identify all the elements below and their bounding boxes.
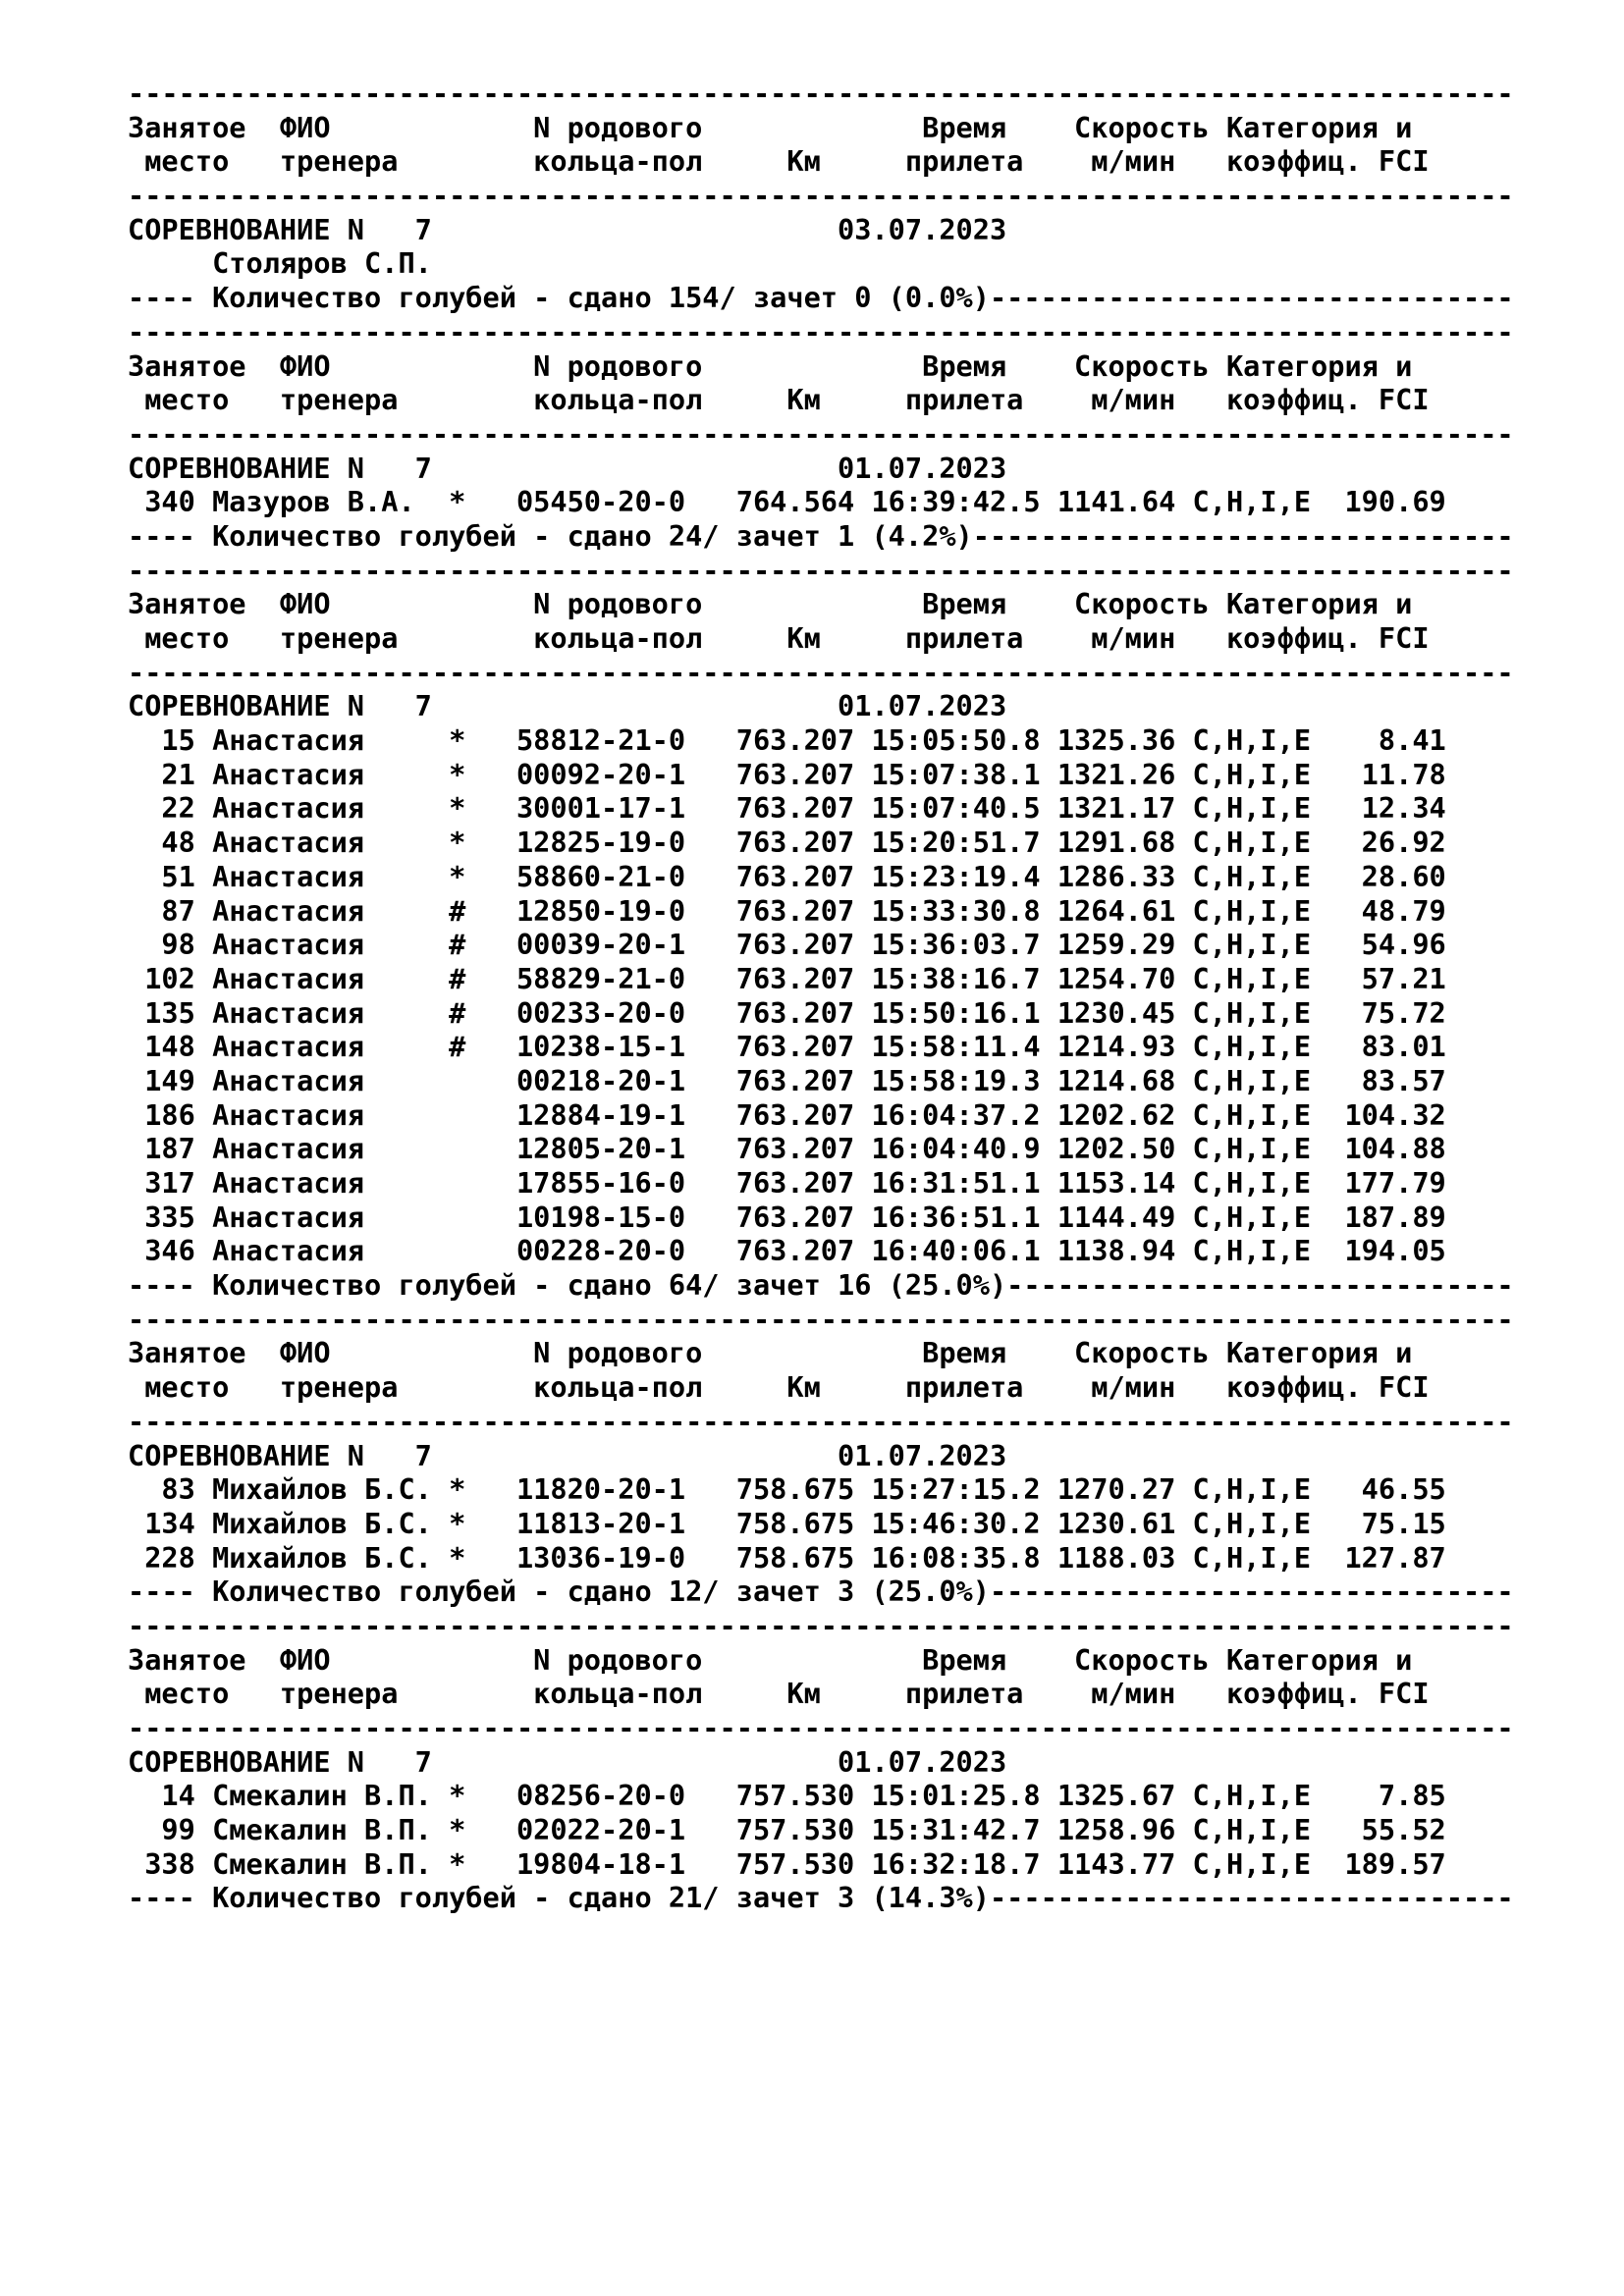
section-summary: ---- Количество голубей - сдано 154/ зачет 0 (0.0%)------------------------------- (128, 281, 1514, 315)
result-row: 83 Михайлов Б.С. * 11820-20-1 758.675 15:27:15.2 1270.27 C,H,I,E 46.55 (128, 1472, 1446, 1507)
column-header-line: место тренера кольца-пол Км прилета м/мин коэффиц. FCI (128, 144, 1430, 179)
result-row: 134 Михайлов Б.С. * 11813-20-1 758.675 15:46:30.2 1230.61 C,H,I,E 75.15 (128, 1506, 1446, 1540)
separator: ---------------------------------------------------------------------------------- (128, 553, 1514, 587)
result-row: 14 Смекалин В.П. * 08256-20-0 757.530 15:01:25.8 1325.67 C,H,I,E 7.85 (128, 1779, 1446, 1813)
result-row: 335 Анастасия 10198-15-0 763.207 16:36:51.1 1144.49 C,H,I,E 187.89 (128, 1200, 1446, 1234)
separator: ---------------------------------------------------------------------------------- (128, 1404, 1514, 1438)
separator: ---------------------------------------------------------------------------------- (128, 77, 1514, 110)
result-row: 317 Анастасия 17855-16-0 763.207 16:31:51.1 1153.14 C,H,I,E 177.79 (128, 1166, 1446, 1200)
result-row: 21 Анастасия * 00092-20-1 763.207 15:07:38.1 1321.26 C,H,I,E 11.78 (128, 757, 1446, 791)
result-row: 99 Смекалин В.П. * 02022-20-1 757.530 15:31:42.7 1258.96 C,H,I,E 55.52 (128, 1813, 1446, 1847)
column-header-line: место тренера кольца-пол Км прилета м/мин коэффиц. FCI (128, 383, 1430, 417)
section-summary: ---- Количество голубей - сдано 21/ зачет 3 (14.3%)------------------------------- (128, 1881, 1514, 1915)
competition-title: СОРЕВНОВАНИЕ N 7 01.07.2023 (128, 689, 1007, 723)
column-header-line: Занятое ФИО N родового Время Скорость Категория и (128, 1336, 1413, 1370)
result-row: 15 Анастасия * 58812-21-0 763.207 15:05:50.8 1325.36 C,H,I,E 8.41 (128, 723, 1446, 758)
result-row: 187 Анастасия 12805-20-1 763.207 16:04:40.9 1202.50 C,H,I,E 104.88 (128, 1132, 1446, 1166)
section-summary: ---- Количество голубей - сдано 24/ зачет 1 (4.2%)-------------------------------- (128, 518, 1514, 553)
result-row: 346 Анастасия 00228-20-0 763.207 16:40:06.1 1138.94 C,H,I,E 194.05 (128, 1234, 1446, 1268)
result-row: 340 Мазуров В.А. * 05450-20-0 764.564 16:39:42.5 1141.64 C,H,I,E 190.69 (128, 485, 1446, 519)
column-header-line: место тренера кольца-пол Км прилета м/мин коэффиц. FCI (128, 621, 1430, 655)
result-row: 228 Михайлов Б.С. * 13036-19-0 758.675 16:08:35.8 1188.03 C,H,I,E 127.87 (128, 1540, 1446, 1575)
separator: ---------------------------------------------------------------------------------- (128, 314, 1514, 348)
result-row: 186 Анастасия 12884-19-1 763.207 16:04:37.2 1202.62 C,H,I,E 104.32 (128, 1097, 1446, 1132)
column-header-line: место тренера кольца-пол Км прилета м/мин коэффиц. FCI (128, 1370, 1430, 1405)
result-row: 102 Анастасия # 58829-21-0 763.207 15:38:16.7 1254.70 C,H,I,E 57.21 (128, 961, 1446, 995)
result-row: 135 Анастасия # 00233-20-0 763.207 15:50:16.1 1230.45 C,H,I,E 75.72 (128, 995, 1446, 1030)
section-summary: ---- Количество голубей - сдано 12/ зачет 3 (25.0%)------------------------------- (128, 1575, 1514, 1609)
competition-title: СОРЕВНОВАНИЕ N 7 01.07.2023 (128, 1438, 1007, 1472)
results-report (128, 77, 1600, 1915)
owner-name: Столяров С.П. (128, 246, 432, 281)
separator: ---------------------------------------------------------------------------------- (128, 1711, 1514, 1744)
column-header-line: Занятое ФИО N родового Время Скорость Категория и (128, 348, 1413, 383)
separator: ---------------------------------------------------------------------------------- (128, 179, 1514, 213)
result-row: 48 Анастасия * 12825-19-0 763.207 15:20:51.7 1291.68 C,H,I,E 26.92 (128, 826, 1446, 860)
separator: ---------------------------------------------------------------------------------- (128, 416, 1514, 451)
result-row: 338 Смекалин В.П. * 19804-18-1 757.530 16:32:18.7 1143.77 C,H,I,E 189.57 (128, 1846, 1446, 1881)
column-header-line: Занятое ФИО N родового Время Скорость Категория и (128, 587, 1413, 621)
section-summary: ---- Количество голубей - сдано 64/ зачет 16 (25.0%)------------------------------ (128, 1268, 1514, 1303)
column-header-line: Занятое ФИО N родового Время Скорость Категория и (128, 1642, 1413, 1677)
competition-title: СОРЕВНОВАНИЕ N 7 01.07.2023 (128, 1744, 1007, 1779)
competition-title: СОРЕВНОВАНИЕ N 7 01.07.2023 (128, 451, 1007, 485)
result-row: 149 Анастасия 00218-20-1 763.207 15:58:19.3 1214.68 C,H,I,E 83.57 (128, 1063, 1446, 1097)
separator: ---------------------------------------------------------------------------------- (128, 655, 1514, 689)
separator: ---------------------------------------------------------------------------------- (128, 1302, 1514, 1336)
separator: ---------------------------------------------------------------------------------- (128, 1608, 1514, 1642)
column-header-line: Занятое ФИО N родового Время Скорость Категория и (128, 110, 1413, 144)
column-header-line: место тренера кольца-пол Км прилета м/мин коэффиц. FCI (128, 1677, 1430, 1711)
competition-title: СОРЕВНОВАНИЕ N 7 03.07.2023 (128, 212, 1007, 246)
result-row: 148 Анастасия # 10238-15-1 763.207 15:58:11.4 1214.93 C,H,I,E 83.01 (128, 1030, 1446, 1064)
result-row: 22 Анастасия * 30001-17-1 763.207 15:07:40.5 1321.17 C,H,I,E 12.34 (128, 791, 1446, 826)
result-row: 51 Анастасия * 58860-21-0 763.207 15:23:19.4 1286.33 C,H,I,E 28.60 (128, 859, 1446, 893)
result-row: 87 Анастасия # 12850-19-0 763.207 15:33:30.8 1264.61 C,H,I,E 48.79 (128, 893, 1446, 928)
result-row: 98 Анастасия # 00039-20-1 763.207 15:36:03.7 1259.29 C,H,I,E 54.96 (128, 928, 1446, 962)
